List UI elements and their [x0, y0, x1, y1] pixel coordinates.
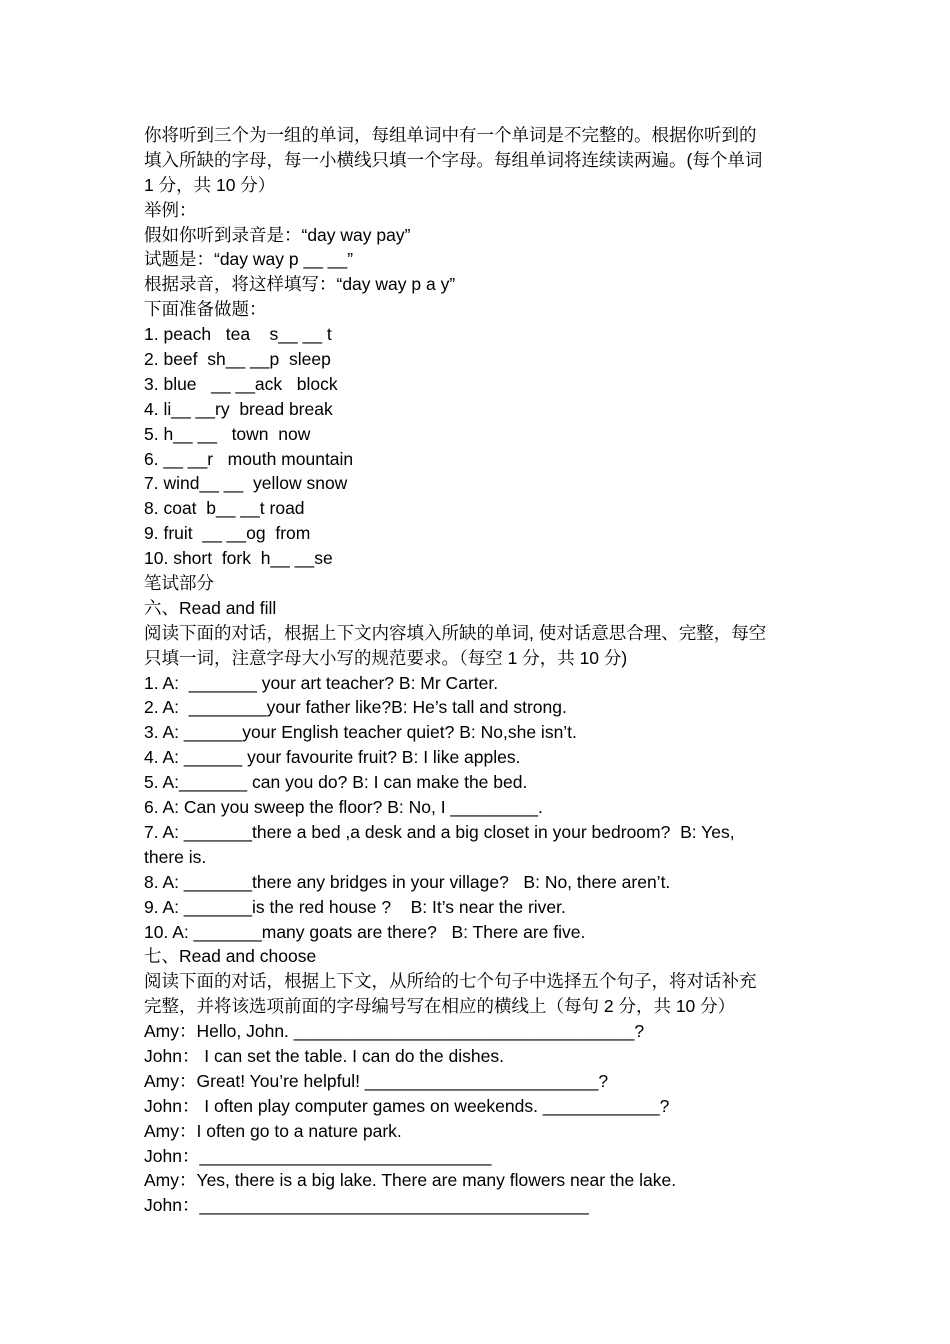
- section-intro: 下面准备做题：: [144, 299, 267, 320]
- dialogue-line: John： I often play computer games on weekends. ____________?: [144, 1095, 670, 1116]
- section-heading: 六、Read and fill: [144, 597, 277, 618]
- listening-item: 4. li__ __ry bread break: [144, 398, 333, 419]
- fill-item: 5. A:_______ can you do? B: I can make the bed.: [144, 772, 528, 793]
- dialogue-line: Amy：Great! You’re helpful! ________________________?: [144, 1070, 609, 1091]
- dialogue-line: Amy：Yes, there is a big lake. There are many flowers near the lake.: [144, 1170, 677, 1191]
- dialogue-line: Amy：Hello, John. ___________________________________?: [144, 1021, 645, 1042]
- fill-item: 10. A: _______many goats are there? B: There are five.: [144, 921, 586, 942]
- instruction-line: 完整，并将该选项前面的字母编号写在相应的横线上（每句 2 分，共 10 分）: [144, 996, 736, 1017]
- example-line: 假如你听到录音是：“day way pay”: [144, 224, 411, 245]
- fill-item: 2. A: ________your father like?B: He’s tall and strong.: [144, 697, 567, 718]
- instruction-line: 阅读下面的对话，根据上下文内容填入所缺的单词, 使对话意思合理、完整，每空: [144, 622, 767, 643]
- fill-item: 7. A: _______there a bed ,a desk and a big closet in your bedroom? B: Yes,: [144, 821, 735, 842]
- fill-item: 9. A: _______is the red house ? B: It’s near the river.: [144, 896, 566, 917]
- example-line: 试题是：“day way p __ __”: [144, 249, 354, 270]
- instruction-line: 1 分，共 10 分）: [144, 174, 276, 195]
- part-heading: 笔试部分: [144, 573, 214, 594]
- instruction-line: 你将听到三个为一组的单词，每组单词中有一个单词是不完整的。根据你听到的: [144, 125, 757, 145]
- listening-item: 3. blue __ __ack block: [144, 373, 338, 394]
- instruction-line: 填入所缺的字母，每一小横线只填一个字母。每组单词将连续读两遍。(每个单词: [144, 149, 763, 170]
- listening-item: 5. h__ __ town now: [144, 423, 311, 444]
- document-page: [144, 123, 814, 1218]
- listening-item: 1. peach tea s__ __ t: [144, 324, 332, 345]
- fill-item: 1. A: _______ your art teacher? B: Mr Carter.: [144, 672, 499, 693]
- instruction-line: 只填一词，注意字母大小写的规范要求。（每空 1 分，共 10 分): [144, 647, 628, 668]
- listening-item: 2. beef sh__ __p sleep: [144, 349, 331, 370]
- example-heading: 举例：: [144, 199, 197, 220]
- listening-item: 8. coat b__ __t road: [144, 498, 305, 519]
- example-line: 根据录音，将这样填写：“day way p a y”: [144, 274, 456, 295]
- dialogue-line: John： I can set the table. I can do the dishes.: [144, 1045, 504, 1066]
- fill-item: 3. A: ______your English teacher quiet? B: No,she isn’t.: [144, 722, 577, 743]
- fill-item: 6. A: Can you sweep the floor? B: No, I _________.: [144, 797, 543, 818]
- fill-item: there is.: [144, 846, 207, 867]
- instruction-line: 阅读下面的对话，根据上下文，从所给的七个句子中选择五个句子，将对话补充: [144, 971, 757, 992]
- listening-item: 10. short fork h__ __se: [144, 548, 333, 569]
- dialogue-line: John：______________________________: [144, 1145, 492, 1166]
- section-heading: 七、Read and choose: [144, 946, 317, 967]
- dialogue-line: John：________________________________________: [144, 1195, 589, 1216]
- fill-item: 4. A: ______ your favourite fruit? B: I like apples.: [144, 747, 521, 768]
- fill-item: 8. A: _______there any bridges in your village? B: No, there aren’t.: [144, 871, 671, 892]
- dialogue-line: Amy：I often go to a nature park.: [144, 1120, 402, 1141]
- listening-item: 7. wind__ __ yellow snow: [144, 473, 348, 494]
- listening-item: 6. __ __r mouth mountain: [144, 448, 354, 469]
- listening-item: 9. fruit __ __og from: [144, 523, 311, 544]
